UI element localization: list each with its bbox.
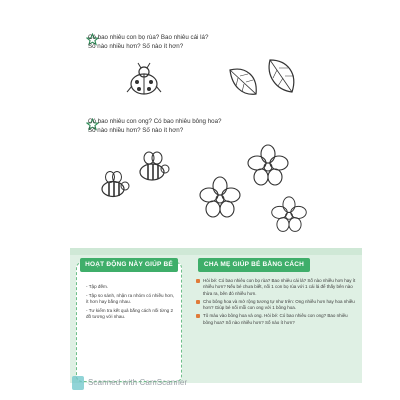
list-item: - Tập đếm. [86, 284, 109, 289]
bee-icon [98, 170, 132, 200]
list-item [196, 313, 356, 326]
parent-help-list [196, 278, 356, 328]
list-item: - Tư kiểm tra kết quả bằng cách nối từng 2 đồ tương với nhau. [86, 307, 174, 320]
question-2-line-2: Số nào nhiều hơn? Số nào ít hơn? [88, 127, 184, 134]
question-1 [88, 33, 208, 51]
list-item-text: Hỏi bé: Có bao nhiêu con bọ rùa? Bao nhiêu cái lá? Số nào nhiều hơn hay ít nhiều hơn? Nếu bé chưa biết, nối 1 con bọ rùa với 1 cái lá để thấy bên nào thừa ra, bên đó nhiều hơn. [203, 278, 356, 296]
flower-icon [198, 176, 242, 220]
activity-benefits-header: HOẠT ĐỘNG NÀY GIÚP BÉ [80, 258, 178, 272]
list-item [196, 299, 356, 312]
camscanner-logo [72, 376, 84, 390]
leaf-icon [264, 56, 300, 96]
bee-icon [136, 150, 172, 184]
bullet-icon [196, 300, 200, 304]
parent-help-header: CHA MẸ GIÚP BÉ BẰNG CÁCH [198, 258, 310, 272]
list-item-text: Tô màu vào bông hoa và ong. Hỏi bé: Có bao nhiêu con ong? Bao nhiêu bông hoa? Số nào nhiều hơn? Số nào ít hơn? [203, 313, 348, 325]
flower-icon [246, 144, 290, 188]
activity-benefits-list [86, 284, 176, 323]
list-item [196, 278, 356, 297]
list-item: - Tập so sánh, nhận ra nhóm có nhiều hơn, ít hơn hay bằng nhau. [86, 292, 175, 305]
leaf-icon [226, 64, 260, 100]
question-2-line-1: Có bao nhiêu con ong? Có bao nhiêu bông hoa? [88, 118, 222, 125]
list-item-text: Cho bông hoa và mở rộng tương tự như trên: Ong nhiều hơn hay hoa nhiều hơn? Giúp bé nối mỗi con ong với 1 bông hoa. [203, 298, 355, 311]
watermark-text: Scanned with CamScanner [88, 378, 188, 387]
question-1-line-2: Số nào nhiều hơn? Số nào ít hơn? [88, 43, 184, 50]
flower-icon [270, 196, 308, 234]
ladybug-icon [124, 62, 164, 98]
question-1-line-1: Có bao nhiêu con bọ rùa? Bao nhiêu cái lá? [88, 34, 209, 41]
bullet-icon [196, 314, 200, 318]
bullet-icon [196, 279, 200, 283]
question-2 [88, 117, 222, 135]
